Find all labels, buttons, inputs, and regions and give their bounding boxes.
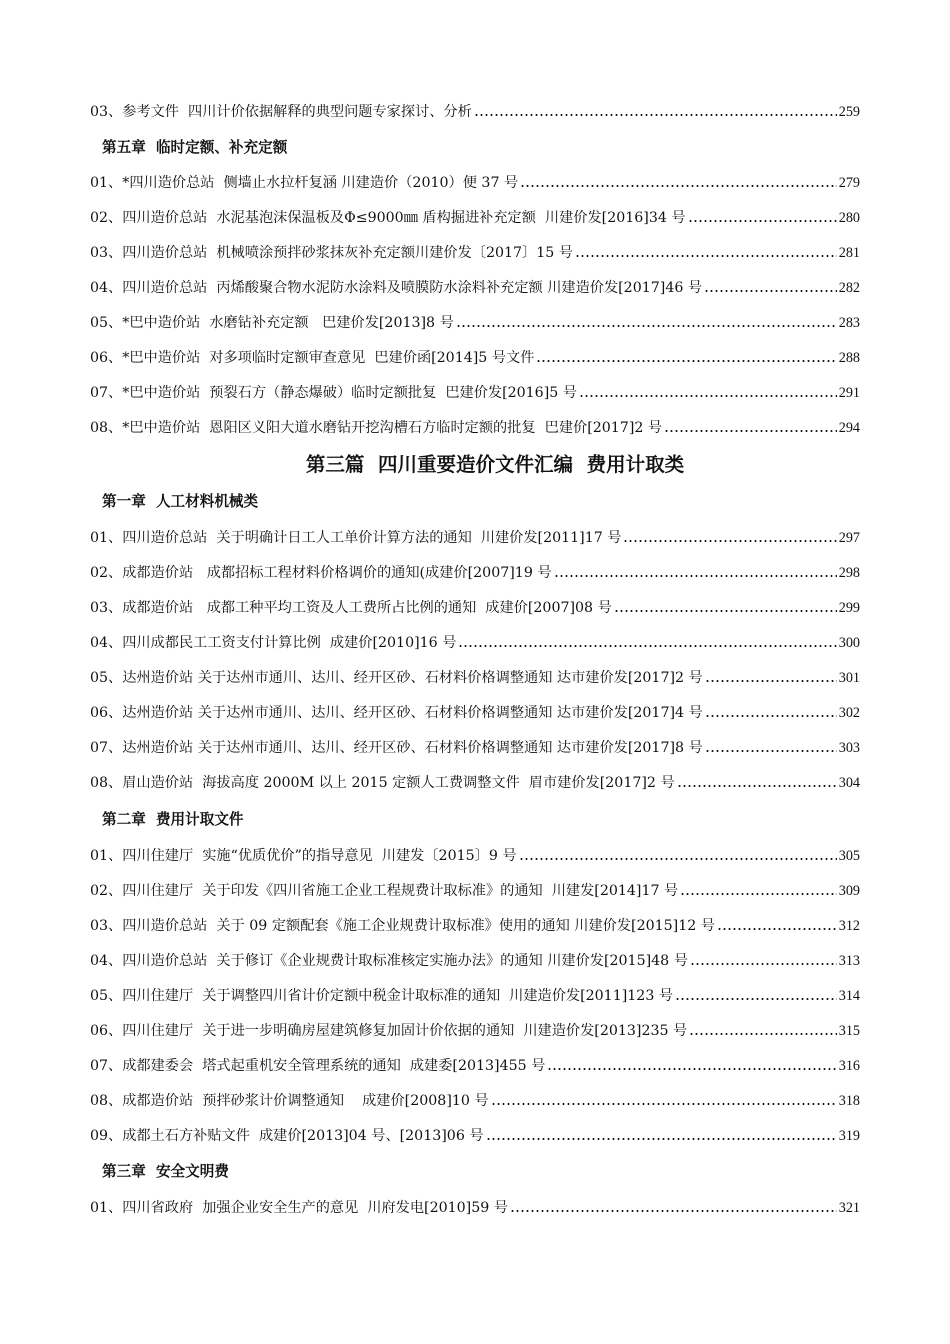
toc-entry-text: 05、四川住建厅 关于调整四川省计价定额中税金计取标准的通知 川建造价发[2011]123 号	[90, 988, 674, 1004]
toc-entry-text: 08、成都造价站 预拌砂浆计价调整通知 成建价[2008]10 号	[90, 1093, 489, 1109]
toc-entry-text: 08、眉山造价站 海拔高度 2000M 以上 2015 定额人工费调整文件 眉市建价发[2017]2 号	[90, 775, 675, 791]
dot-leader	[520, 185, 837, 187]
dot-leader	[579, 395, 837, 397]
toc-entry[interactable]	[90, 171, 860, 195]
toc-page-number: 297	[838, 530, 860, 546]
toc-page-number: 309	[838, 883, 860, 899]
toc-entry-text: 07、*巴中造价站 预裂石方（静态爆破）临时定额批复 巴建价发[2016]5 号	[90, 385, 577, 401]
toc-entry-text: 01、四川造价总站 关于明确计日工人工单价计算方法的通知 川建价发[2011]17 号	[90, 530, 622, 546]
toc-page-number: 291	[838, 385, 860, 401]
dot-leader	[536, 360, 836, 362]
toc-page-number: 301	[838, 670, 860, 686]
toc-entry-text: 03、四川造价总站 关于 09 定额配套《施工企业规费计取标准》使用的通知 川建价发[2015]12 号	[90, 918, 715, 934]
dot-leader	[510, 1210, 837, 1212]
toc-entry-text: 03、四川造价总站 机械喷涂预拌砂浆抹灰补充定额川建价发〔2017〕15 号	[90, 245, 573, 261]
toc-entry[interactable]	[90, 276, 860, 300]
toc-entry[interactable]	[90, 100, 860, 124]
toc-page-number: 303	[838, 740, 860, 756]
toc-page-number: 312	[838, 918, 860, 934]
dot-leader	[675, 998, 837, 1000]
toc-entry[interactable]	[90, 206, 860, 230]
dot-leader	[554, 575, 837, 577]
toc-entry[interactable]	[90, 771, 860, 795]
toc-page-number: 282	[838, 280, 860, 296]
dot-leader	[705, 715, 837, 717]
dot-leader	[458, 645, 836, 647]
dot-leader	[623, 540, 836, 542]
toc-entry[interactable]	[90, 1124, 860, 1148]
dot-leader	[547, 1068, 836, 1070]
toc-page-number: 283	[838, 315, 860, 331]
toc-entry-text: 06、达州造价站 关于达州市通川、达川、经开区砂、石材料价格调整通知 达市建价发[2017]4 号	[90, 705, 703, 721]
toc-page-number: 280	[838, 210, 860, 226]
toc-entry[interactable]	[90, 346, 860, 370]
chapter-heading: 第一章 人工材料机械类	[102, 493, 259, 510]
toc-entry[interactable]	[90, 561, 860, 585]
toc-page-number: 302	[838, 705, 860, 721]
toc-entry-text: 09、成都土石方补贴文件 成建价[2013]04 号、[2013]06 号	[90, 1128, 484, 1144]
dot-leader	[575, 255, 837, 257]
toc-entry-text: 02、四川造价总站 水泥基泡沫保温板及Φ≤9000㎜ 盾构掘进补充定额 川建价发[2016]34 号	[90, 210, 686, 226]
dot-leader	[474, 114, 837, 116]
toc-entry-text: 02、四川住建厅 关于印发《四川省施工企业工程规费计取标准》的通知 川建发[2014]17 号	[90, 883, 679, 899]
toc-page-number: 299	[838, 600, 860, 616]
toc-page-number: 305	[838, 848, 860, 864]
dot-leader	[456, 325, 837, 327]
toc-entry[interactable]	[90, 666, 860, 690]
dot-leader	[704, 290, 837, 292]
toc-entry-text: 03、成都造价站 成都工种平均工资及人工费所占比例的通知 成建价[2007]08 号	[90, 600, 612, 616]
toc-page-number: 313	[838, 953, 860, 969]
toc-entry[interactable]	[90, 1196, 860, 1220]
toc-entry-text: 08、*巴中造价站 恩阳区义阳大道水磨钻开挖沟槽石方临时定额的批复 巴建价[2017]2 号	[90, 420, 663, 436]
toc-page-number: 294	[838, 420, 860, 436]
toc-page-number: 315	[838, 1023, 860, 1039]
dot-leader	[491, 1103, 837, 1105]
toc-entry-text: 04、四川造价总站 关于修订《企业规费计取标准核定实施办法》的通知 川建价发[2015]48 号	[90, 953, 688, 969]
dot-leader	[486, 1138, 837, 1140]
dot-leader	[677, 785, 837, 787]
dot-leader	[717, 928, 837, 930]
toc-entry-text: 03、参考文件 四川计价依据解释的典型问题专家探讨、分析	[90, 104, 472, 120]
toc-page-number: 314	[838, 988, 860, 1004]
toc-entry[interactable]	[90, 526, 860, 550]
toc-page-number: 288	[838, 350, 860, 366]
toc-page-number: 316	[838, 1058, 860, 1074]
toc-page-number: 304	[838, 775, 860, 791]
dot-leader	[689, 1033, 836, 1035]
dot-leader	[690, 963, 837, 965]
toc-entry-text: 02、成都造价站 成都招标工程材料价格调价的通知(成建价[2007]19 号	[90, 565, 552, 581]
dot-leader	[705, 680, 837, 682]
toc-page-number: 281	[838, 245, 860, 261]
toc-entry[interactable]	[90, 736, 860, 760]
dot-leader	[519, 858, 837, 860]
toc-entry[interactable]	[90, 631, 860, 655]
toc-page-number: 321	[838, 1200, 860, 1216]
toc-page-number: 279	[838, 175, 860, 191]
toc-entry[interactable]	[90, 949, 860, 973]
toc-entry[interactable]	[90, 241, 860, 265]
toc-entry-text: 06、*巴中造价站 对多项临时定额审查意见 巴建价函[2014]5 号文件	[90, 350, 535, 366]
toc-entry-text: 06、四川住建厅 关于进一步明确房屋建筑修复加固计价依据的通知 川建造价发[2013]235 号	[90, 1023, 688, 1039]
dot-leader	[688, 220, 837, 222]
part-title: 第三篇 四川重要造价文件汇编 费用计取类	[305, 453, 685, 476]
toc-page-number: 259	[838, 104, 860, 120]
chapter-heading: 第五章 临时定额、补充定额	[102, 139, 288, 156]
toc-entry[interactable]	[90, 914, 860, 938]
toc-entry[interactable]	[90, 844, 860, 868]
toc-entry-text: 07、成都建委会 塔式起重机安全管理系统的通知 成建委[2013]455 号	[90, 1058, 546, 1074]
toc-page-number: 298	[838, 565, 860, 581]
toc-entry[interactable]	[90, 1019, 860, 1043]
toc-entry-text: 05、达州造价站 关于达州市通川、达川、经开区砂、石材料价格调整通知 达市建价发[2017]2 号	[90, 670, 703, 686]
toc-page-number: 300	[838, 635, 860, 651]
toc-entry-text: 07、达州造价站 关于达州市通川、达川、经开区砂、石材料价格调整通知 达市建价发[2017]8 号	[90, 740, 703, 756]
toc-entry[interactable]	[90, 596, 860, 620]
toc-entry[interactable]	[90, 879, 860, 903]
toc-entry-text: 04、四川成都民工工资支付计算比例 成建价[2010]16 号	[90, 635, 457, 651]
toc-entry-text: 01、四川省政府 加强企业安全生产的意见 川府发电[2010]59 号	[90, 1200, 508, 1216]
dot-leader	[664, 430, 837, 432]
toc-entry[interactable]	[90, 416, 860, 440]
toc-entry[interactable]	[90, 984, 860, 1008]
toc-entry[interactable]	[90, 1054, 860, 1078]
dot-leader	[705, 750, 837, 752]
toc-entry-text: 04、四川造价总站 丙烯酸聚合物水泥防水涂料及喷膜防水涂料补充定额 川建造价发[2017]46 号	[90, 280, 703, 296]
dot-leader	[680, 893, 837, 895]
chapter-heading: 第三章 安全文明费	[102, 1163, 229, 1180]
toc-entry[interactable]	[90, 1089, 860, 1113]
toc-entry[interactable]	[90, 701, 860, 725]
toc-page-number: 318	[838, 1093, 860, 1109]
toc-page-number: 319	[838, 1128, 860, 1144]
dot-leader	[614, 610, 837, 612]
toc-entry-text: 01、四川住建厅 实施“优质优价”的指导意见 川建发〔2015〕9 号	[90, 848, 517, 864]
toc-entry-text: 05、*巴中造价站 水磨钻补充定额 巴建价发[2013]8 号	[90, 315, 454, 331]
chapter-heading: 第二章 费用计取文件	[102, 811, 244, 828]
toc-entry-text: 01、*四川造价总站 侧墙止水拉杆复涵 川建造价（2010）便 37 号	[90, 175, 519, 191]
toc-entry[interactable]	[90, 311, 860, 335]
toc-entry[interactable]	[90, 381, 860, 405]
